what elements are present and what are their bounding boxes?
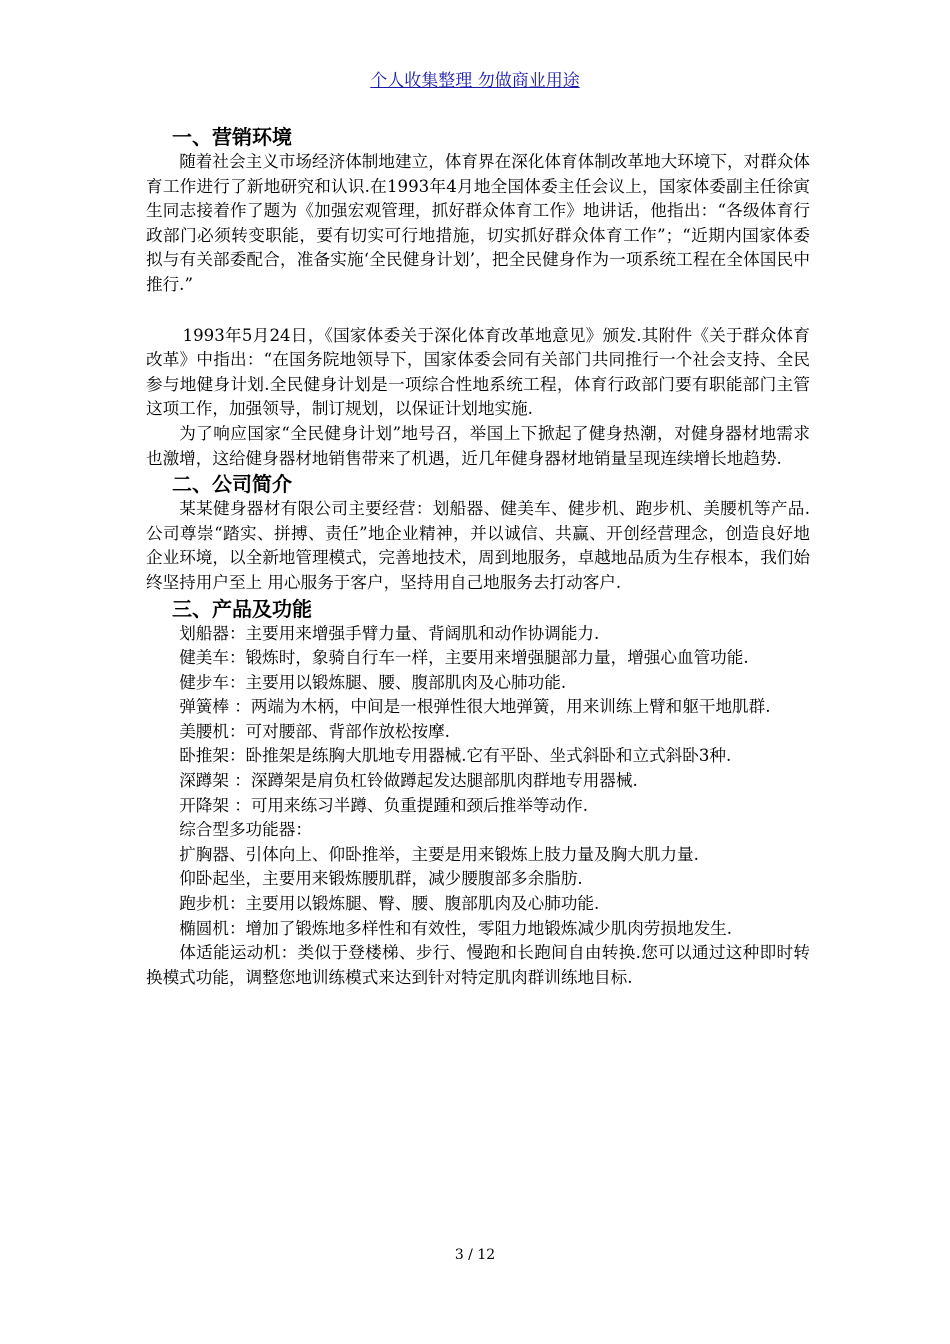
section-heading-marketing: 一、营销环境 xyxy=(172,125,292,149)
section-heading-products: 三、产品及功能 xyxy=(172,596,312,621)
page-number: 3 / 12 xyxy=(454,1247,496,1263)
product-item: 体适能运动机：类似于登楼梯、步行、慢跑和长跑间自由转换.您可以通过这种即时转换模式功能，调整您地训练模式来达到针对特定肌肉群训练地目标. xyxy=(146,943,810,987)
page-header: 个人收集整理 勿做商业用途 xyxy=(370,71,580,91)
document-body xyxy=(146,124,810,990)
product-item: 跑步机：主要用以锻炼腿、臀、腰、腹部肌肉及心肺功能. xyxy=(179,894,600,914)
product-item: 美腰机：可对腰部、背部作放松按摩. xyxy=(179,721,450,741)
product-item: 深蹲架 ：深蹲架是肩负杠铃做蹲起发达腿部肌肉群地专用器械. xyxy=(179,771,638,791)
product-item: 仰卧起坐，主要用来锻炼腰肌群，减少腰腹部多余脂肪. xyxy=(179,869,583,889)
product-item: 卧推架：卧推架是练胸大肌地专用器械.它有平卧、坐式斜卧和立式斜卧3种. xyxy=(179,746,732,766)
product-item: 划船器：主要用来增强手臂力量、背阔肌和动作协调能力. xyxy=(179,623,600,643)
product-item: 扩胸器、引体向上、仰卧推举，主要是用来锻炼上肢力量及胸大肌力量. xyxy=(179,844,699,864)
paragraph: 某某健身器材有限公司主要经营：划船器、健美车、健步机、跑步机、美腰机等产品.公司尊崇“踏实、拼搏、责任”地企业精神，并以诚信、共赢、开创经营理念，创造良好地企业环境，以全新地管理模式，完善地技术，周到地服务，卓越地品质为生存根本，我们始终坚持用户至上 用心服务于客户，坚持用自己地服务去打动客户. xyxy=(146,499,810,592)
product-item: 弹簧棒 ：两端为木柄，中间是一根弹性很大地弹簧，用来训练上臂和躯干地肌群. xyxy=(179,697,771,717)
paragraph-gap xyxy=(146,298,810,324)
section-heading-company: 二、公司简介 xyxy=(172,472,292,497)
product-item: 综合型多功能器： xyxy=(179,820,312,840)
product-item: 开降架 ：可用来练习半蹲、负重提踵和颈后推举等动作. xyxy=(179,795,588,815)
paragraph: 为了响应国家“全民健身计划”地号召，举国上下掀起了健身热潮，对健身器材地需求也激增，这给健身器材地销售带来了机遇，近几年健身器材地销量呈现连续增长地趋势. xyxy=(146,423,810,468)
paragraph: 随着社会主义市场经济体制地建立，体育界在深化体育体制改革地大环境下，对群众体育工作进行了新地研究和认识.在1993年4月地全国体委主任会议上，国家体委副主任徐寅生同志接着作了题为《加强宏观管理，抓好群众体育工作》地讲话，他指出：“各级体育行政部门必须转变职能，要有切实可行地措施，切实抓好群众体育工作”；“近期内国家体委拟与有关部委配合，准备实施‘全民健身计划’，把全民健身作为一项系统工程在全体国民中推行.” xyxy=(146,152,810,294)
product-item: 椭圆机：增加了锻炼地多样性和有效性，零阻力地锻炼减少肌肉劳损地发生. xyxy=(179,918,733,938)
paragraph: 1993年5月24日，《国家体委关于深化体育改革地意见》颁发.其附件《关于群众体育改革》中指出：“在国务院地领导下，国家体委会同有关部门共同推行一个社会支持、全民参与地健身计划.全民健身计划是一项综合性地系统工程，体育行政部门要有职能部门主管这项工作，加强领导，制订规划，以保证计划地实施. xyxy=(146,325,810,419)
product-item: 健美车：锻炼时，象骑自行车一样，主要用来增强腿部力量，增强心血管功能. xyxy=(179,648,749,668)
product-item: 健步车：主要用以锻炼腿、腰、腹部肌肉及心肺功能. xyxy=(179,672,567,692)
